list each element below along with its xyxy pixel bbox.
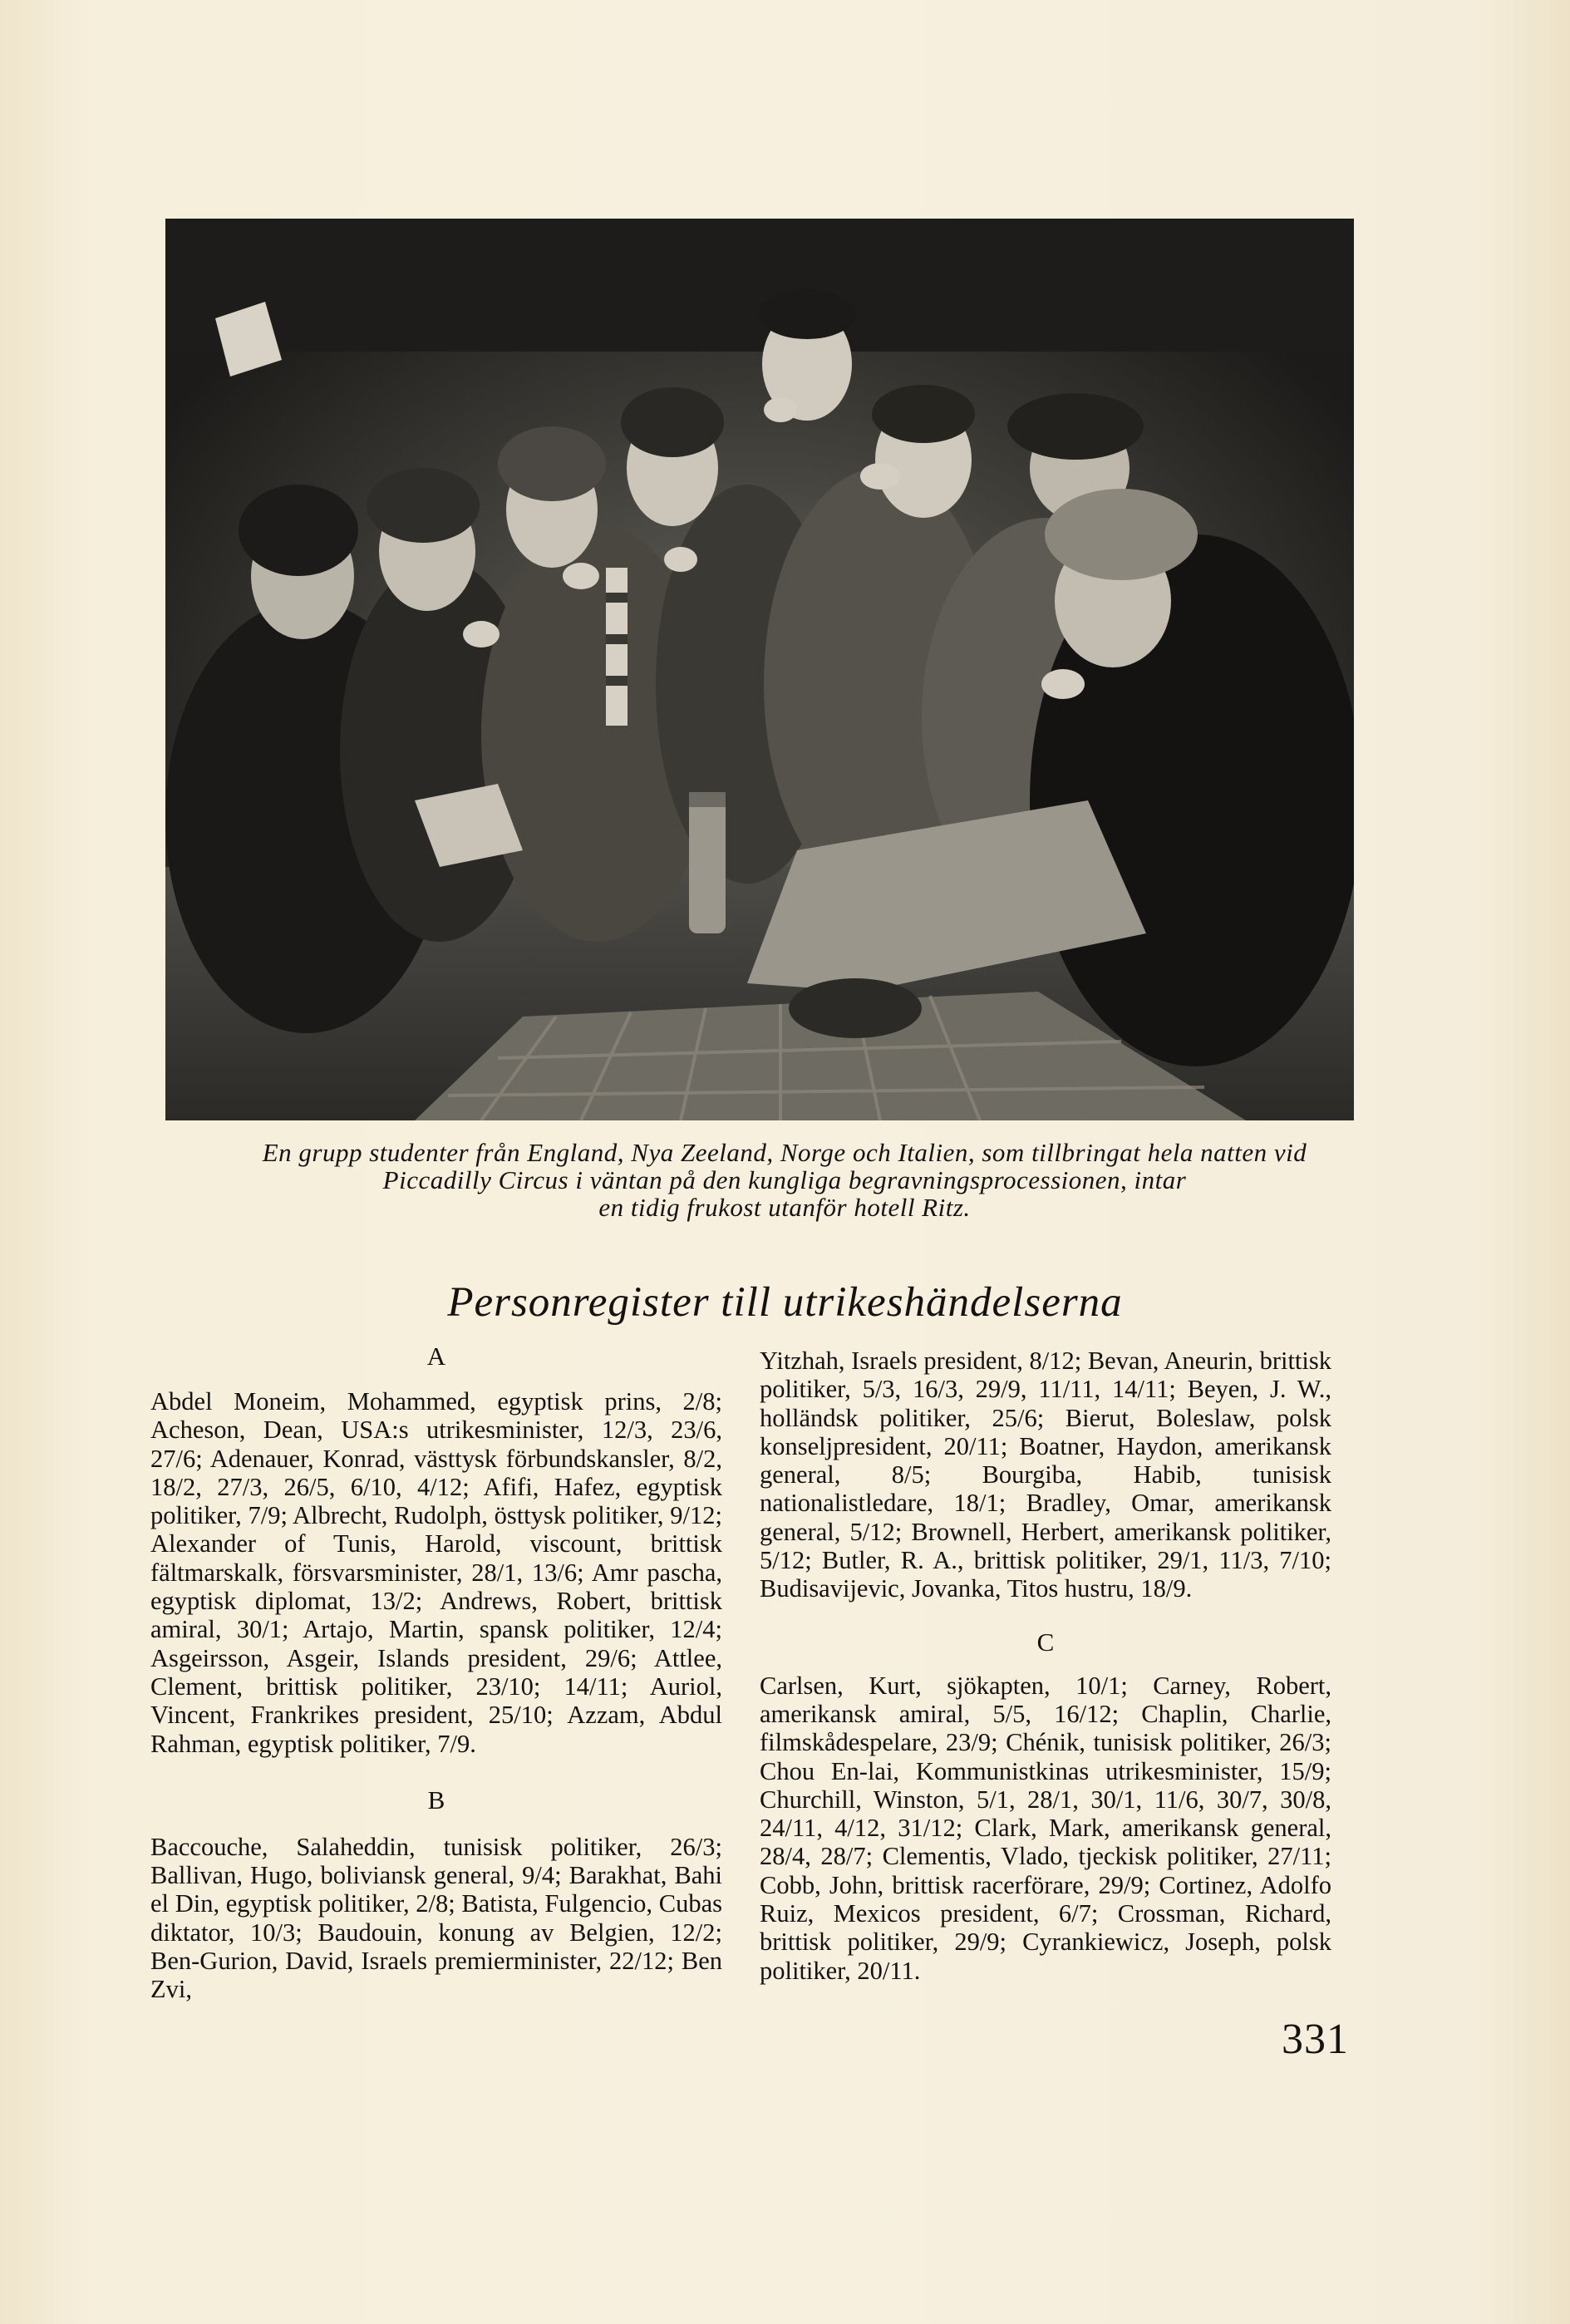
page-number: 331 (1282, 2016, 1349, 2063)
photo-illustration (165, 219, 1354, 1120)
index-entries-c: Carlsen, Kurt, sjökapten, 10/1; Carney, Robert, amerikansk amiral, 5/5, 16/12; Chaplin, Charlie, filmskådespelare, 23/9; Chénik, tunisisk politiker, 26/3; Chou En-lai, Kommunistkinas utrikesminister, 15/9; Churchill, Winston, 5/1, 28/1, 30/1, 11/6, 30/7, 30/8, 24/11, 4/12, 31/12; Clark, Mark, amerikansk general, 28/4, 28/7; Clementis, Vlado, tjeckisk politiker, 27/11; Cobb, John, brittisk racerförare, 29/9; Cortinez, Adolfo Ruiz, Mexicos president, 6/7; Crossman, Richard, brittisk politiker, 29/9; Cyrankiewicz, Joseph, polsk politiker, 20/11. (760, 1671, 1331, 1985)
index-entries-b-part2: Yitzhah, Israels president, 8/12; Bevan, Aneurin, brittisk politiker, 5/3, 16/3, 29/9, 11/11, 14/11; Beyen, J. W., holländsk politiker, 25/6; Bierut, Boleslaw, polsk konseljpresident, 20/11; Boatner, Haydon, amerikansk general, 8/5; Bourgiba, Habib, tunisisk nationalistledare, 18/1; Bradley, Omar, amerikansk general, 5/12; Brownell, Herbert, amerikansk politiker, 5/12; Butler, R. A., brittisk politiker, 29/1, 11/3, 7/10; Budisavijevic, Jovanka, Titos hustru, 18/9. (760, 1347, 1331, 1603)
photo-caption (116, 1139, 1453, 1221)
caption-line-2: Piccadilly Circus i väntan på den kungliga begravningsprocessionen, intar (382, 1165, 1187, 1194)
section-title: Personregister till utrikeshändelserna (447, 1279, 1123, 1326)
index-column-left (150, 1342, 722, 2004)
photograph-students-breakfast (165, 219, 1354, 1120)
index-entries-a: Abdel Moneim, Mohammed, egyptisk prins, 2/8; Acheson, Dean, USA:s utrikesminister, 12/3, 23/6, 27/6; Adenauer, Konrad, västtysk förbundskansler, 8/2, 18/2, 27/3, 26/5, 6/10, 4/12; Afifi, Hafez, egyptisk politiker, 7/9; Albrecht, Rudolph, östtysk politiker, 9/12; Alexander of Tunis, Harold, viscount, brittisk fältmarskalk, försvarsminister, 28/1, 13/6; Amr pascha, egyptisk diplomat, 13/2; Andrews, Robert, brittisk amiral, 30/1; Artajo, Martin, spansk politiker, 12/4; Asgeirsson, Asgeir, Islands president, 29/6; Attlee, Clement, brittisk politiker, 23/10; 14/11; Auriol, Vincent, Frankrikes president, 25/10; Azzam, Abdul Rahman, egyptisk politiker, 7/9. (150, 1387, 722, 1758)
index-column-right (760, 1347, 1331, 1985)
index-letter-c: C (1036, 1627, 1055, 1657)
index-letter-a: A (426, 1342, 446, 1371)
index-entries-b-part1: Baccouche, Salaheddin, tunisisk politiker, 26/3; Ballivan, Hugo, boliviansk general, 9/4; Barakhat, Bahi el Din, egyptisk politiker, 2/8; Batista, Fulgencio, Cubas diktator, 10/3; Baudouin, konung av Belgien, 12/2; Ben-Gurion, David, Israels premierminister, 22/12; Ben Zvi, (150, 1832, 722, 2004)
caption-line-1: En grupp studenter från England, Nya Zeeland, Norge och Italien, som tillbringat hela natten vid (262, 1138, 1307, 1167)
index-letter-b: B (427, 1785, 445, 1814)
caption-line-3: en tidig frukost utanför hotell Ritz. (598, 1193, 971, 1222)
